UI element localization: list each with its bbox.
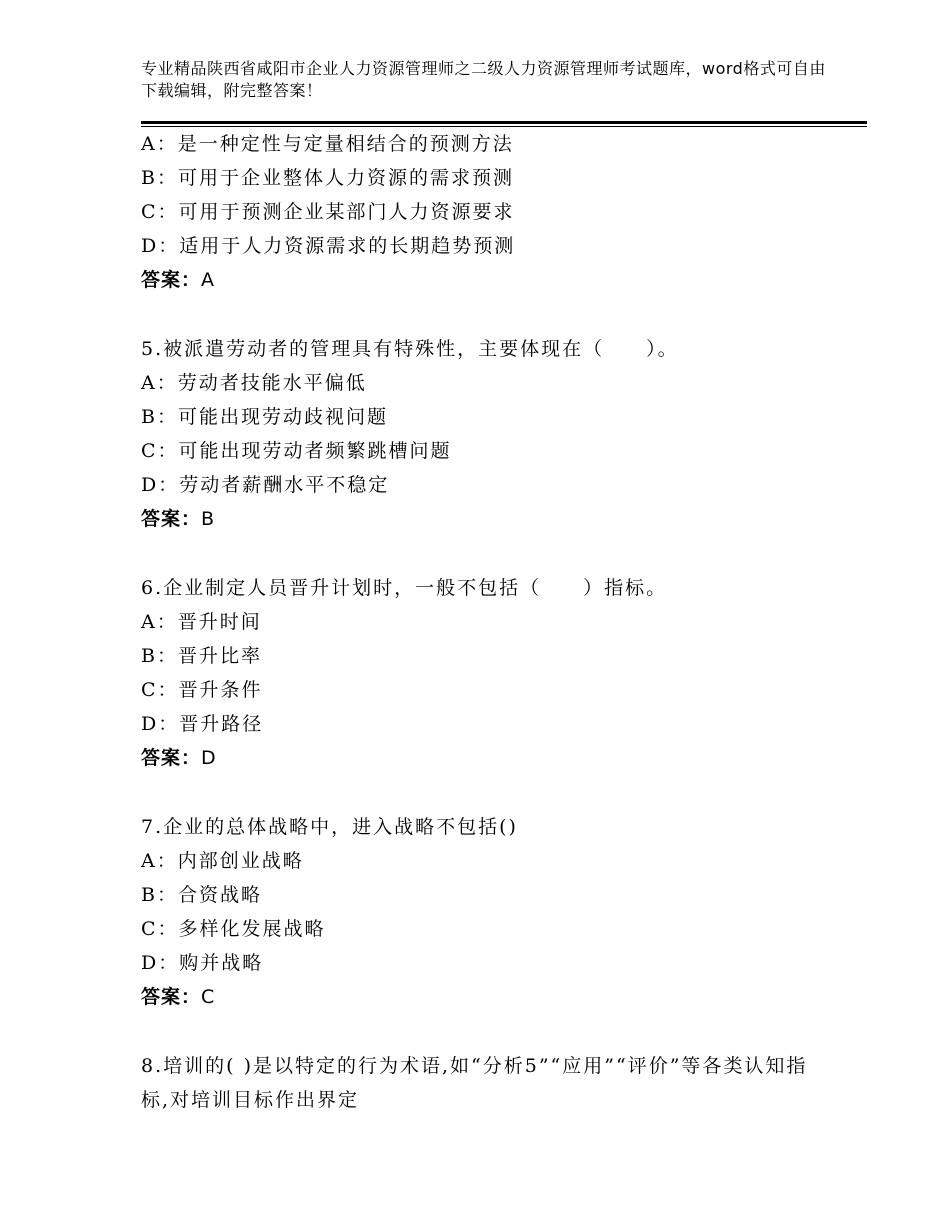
question-stem: 6.企业制定人员晋升计划时，一般不包括（ ）指标。 <box>141 577 668 599</box>
header-rule-thick <box>141 121 867 124</box>
answer-value: D <box>201 747 217 769</box>
answer-label: 答案： <box>141 508 202 530</box>
option-a: A：是一种定性与定量相结合的预测方法 <box>141 133 514 155</box>
question-stem: 8.培训的( )是以特定的行为术语,如“分析5”“应用”“评价”等各类认知指标,对培训目标作出界定 <box>141 1055 808 1111</box>
option-b: B：合资战略 <box>141 884 262 906</box>
answer-value: B <box>201 508 216 530</box>
option-d: D：购并战略 <box>141 952 264 974</box>
question-block <box>141 571 841 775</box>
option-b: B：可用于企业整体人力资源的需求预测 <box>141 167 514 189</box>
option-d: D：适用于人力资源需求的长期趋势预测 <box>141 235 516 257</box>
answer-label: 答案： <box>141 986 202 1008</box>
question-stem: 5.被派遣劳动者的管理具有特殊性，主要体现在（ ）。 <box>141 338 679 360</box>
option-c: C：晋升条件 <box>141 679 263 701</box>
answer-line <box>141 263 841 297</box>
option-a: A：内部创业战略 <box>141 850 304 872</box>
question-block <box>141 127 841 297</box>
option-c: C：可用于预测企业某部门人力资源要求 <box>141 201 515 223</box>
option-c: C：可能出现劳动者频繁跳槽问题 <box>141 440 452 462</box>
question-block <box>141 1049 841 1117</box>
option-d: D：劳动者薪酬水平不稳定 <box>141 474 390 496</box>
option-a: A：晋升时间 <box>141 611 262 633</box>
answer-label: 答案： <box>141 269 202 291</box>
option-d: D：晋升路径 <box>141 713 264 735</box>
answer-line <box>141 980 841 1014</box>
answer-label: 答案： <box>141 747 202 769</box>
question-block <box>141 810 841 1014</box>
question-block <box>141 332 841 536</box>
document-header: 专业精品陕西省咸阳市企业人力资源管理师之二级人力资源管理师考试题库，word格式可自由下载编辑，附完整答案！ <box>141 59 826 100</box>
answer-value: C <box>201 986 216 1008</box>
answer-line <box>141 741 841 775</box>
option-b: B：可能出现劳动歧视问题 <box>141 406 388 428</box>
option-b: B：晋升比率 <box>141 645 262 667</box>
answer-value: A <box>201 269 216 291</box>
question-stem: 7.企业的总体战略中，进入战略不包括() <box>141 816 518 838</box>
option-c: C：多样化发展战略 <box>141 918 326 940</box>
option-a: A：劳动者技能水平偏低 <box>141 372 367 394</box>
question-list <box>141 127 841 1117</box>
answer-line <box>141 502 841 536</box>
